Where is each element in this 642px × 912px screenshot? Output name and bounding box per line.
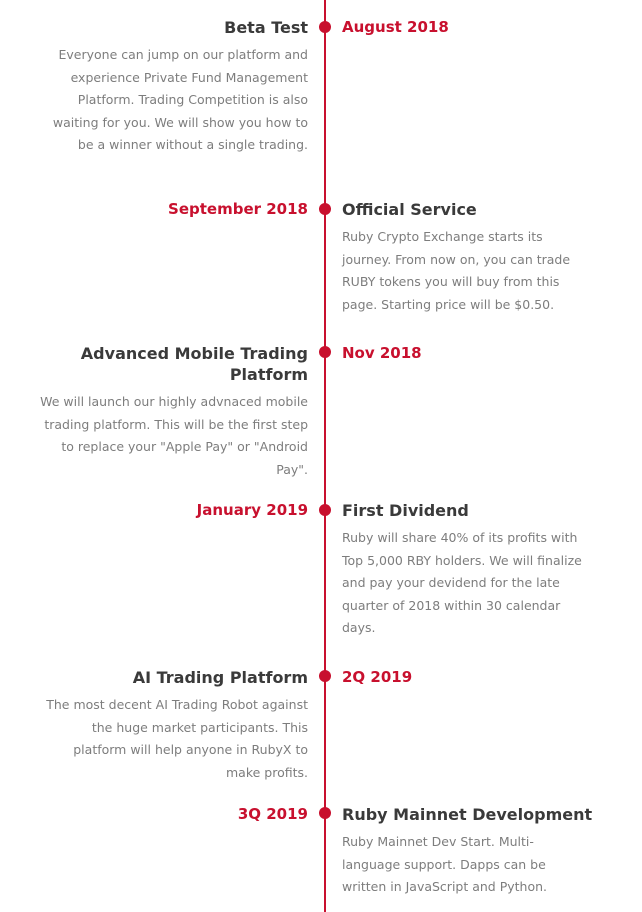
timeline-axis-line	[324, 0, 326, 912]
milestone-date-block	[342, 343, 602, 364]
milestone-description: Ruby Crypto Exchange starts its journey. From now on, you can trade RUBY tokens you will buy from this page. Starting price will be $0.50.	[342, 229, 571, 312]
milestone-date: 2Q 2019	[342, 668, 413, 686]
milestone-description: Ruby Mainnet Dev Start. Multi-language support. Dapps can be written in JavaScript and Python.	[342, 834, 548, 894]
milestone-title: Advanced Mobile Trading Platform	[80, 344, 308, 384]
timeline-dot	[319, 670, 331, 682]
milestone-date: 3Q 2019	[237, 805, 308, 823]
milestone-title: Ruby Mainnet Development	[342, 805, 593, 824]
timeline-dot	[319, 21, 331, 33]
timeline-dot	[319, 203, 331, 215]
milestone-date-block	[33, 199, 308, 220]
milestone-date-block	[33, 804, 308, 825]
milestone-date-block	[342, 17, 602, 38]
milestone-date: Nov 2018	[342, 344, 422, 362]
milestone-title: Beta Test	[224, 18, 308, 37]
milestone-description: The most decent AI Trading Robot against the huge market participants. This platform will help anyone in RubyX to make profits.	[46, 697, 308, 780]
milestone-content	[33, 17, 308, 157]
milestone-date-block	[33, 500, 308, 521]
milestone-content	[342, 199, 602, 316]
milestone-content	[33, 343, 308, 481]
milestone-title: First Dividend	[342, 501, 469, 520]
timeline-dot	[319, 807, 331, 819]
milestone-description: Ruby will share 40% of its profits with Top 5,000 RBY holders. We will finalize and pay your devidend for the late quarter of 2018 within 30 calendar days.	[342, 530, 582, 635]
milestone-content	[33, 667, 308, 784]
timeline-dot	[319, 504, 331, 516]
milestone-content	[342, 804, 602, 899]
milestone-description: We will launch our highly advnaced mobile trading platform. This will be the first step to replace your "Apple Pay" or "Android Pay".	[40, 394, 308, 477]
milestone-title: Official Service	[342, 200, 477, 219]
milestone-date: January 2019	[196, 501, 308, 519]
milestone-description: Everyone can jump on our platform and experience Private Fund Management Platform. Trading Competition is also waiting for you. We will show you how to be a winner without a single trading.	[52, 47, 308, 152]
milestone-date-block	[342, 667, 602, 688]
milestone-date: August 2018	[342, 18, 449, 36]
milestone-date: September 2018	[168, 200, 308, 218]
milestone-content	[342, 500, 602, 640]
milestone-title: AI Trading Platform	[132, 668, 308, 687]
timeline-dot	[319, 346, 331, 358]
